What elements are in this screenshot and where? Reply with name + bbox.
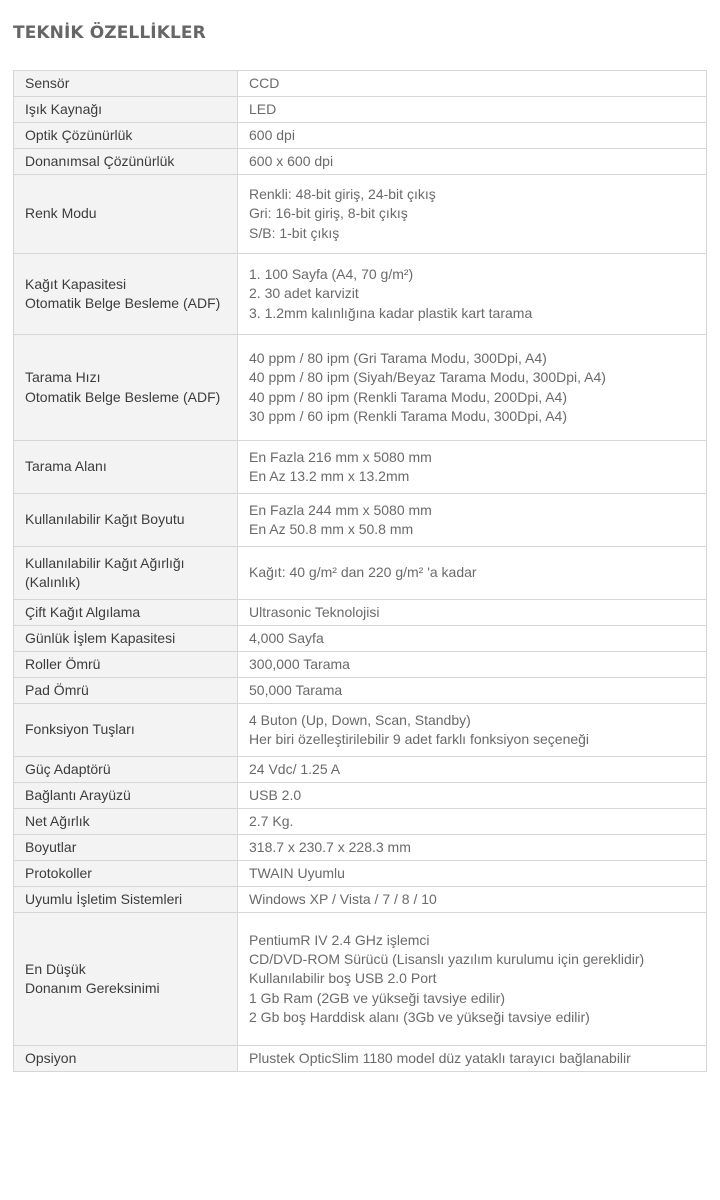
spec-label	[14, 652, 238, 678]
spec-value	[238, 835, 707, 861]
spec-row	[14, 1046, 707, 1072]
spec-row	[14, 97, 707, 123]
spec-value-line: 40 ppm / 80 ipm (Gri Tarama Modu, 300Dpi, A4)	[249, 350, 547, 367]
spec-label	[14, 600, 238, 626]
spec-value-line: S/B: 1-bit çıkış	[249, 224, 340, 241]
spec-row	[14, 626, 707, 652]
spec-value	[238, 1046, 707, 1072]
spec-value-line: 40 ppm / 80 ipm (Renkli Tarama Modu, 200Dpi, A4)	[249, 388, 568, 405]
spec-row	[14, 835, 707, 861]
spec-value	[238, 600, 707, 626]
spec-label	[14, 835, 238, 861]
spec-label	[14, 71, 238, 97]
spec-value-line: 24 Vdc/ 1.25 A	[249, 760, 341, 777]
spec-row	[14, 652, 707, 678]
spec-value-line: 40 ppm / 80 ipm (Siyah/Beyaz Tarama Modu, 300Dpi, A4)	[249, 369, 606, 386]
spec-row	[14, 809, 707, 835]
spec-value	[238, 71, 707, 97]
spec-value-line: 4 Buton (Up, Down, Scan, Standby)	[249, 711, 471, 728]
spec-label	[14, 254, 238, 335]
spec-table-body	[14, 71, 707, 1072]
spec-value-line: USB 2.0	[249, 786, 302, 803]
spec-label-line: Fonksiyon Tuşları	[25, 721, 135, 738]
spec-row	[14, 335, 707, 441]
spec-row	[14, 783, 707, 809]
spec-value	[238, 441, 707, 494]
spec-value	[238, 913, 707, 1046]
spec-value	[238, 123, 707, 149]
spec-label	[14, 1046, 238, 1072]
spec-row	[14, 123, 707, 149]
spec-label	[14, 809, 238, 835]
spec-value-line: 50,000 Tarama	[249, 681, 343, 698]
spec-table	[13, 70, 707, 1072]
spec-label-line: Sensör	[25, 74, 70, 91]
spec-value-line: CD/DVD-ROM Sürücü (Lisanslı yazılım kurulumu için gereklidir)	[249, 951, 645, 968]
spec-row	[14, 861, 707, 887]
spec-row	[14, 913, 707, 1046]
spec-row	[14, 254, 707, 335]
spec-row	[14, 175, 707, 254]
spec-value-line: 600 dpi	[249, 126, 295, 143]
spec-label-line: Protokoller	[25, 864, 92, 881]
spec-row	[14, 600, 707, 626]
spec-value	[238, 149, 707, 175]
spec-label	[14, 441, 238, 494]
spec-label-line: Opsiyon	[25, 1049, 77, 1066]
spec-label	[14, 678, 238, 704]
spec-value-line: 30 ppm / 60 ipm (Renkli Tarama Modu, 300Dpi, A4)	[249, 407, 568, 424]
spec-label	[14, 494, 238, 547]
spec-label-line: Işık Kaynağı	[25, 100, 103, 117]
spec-row	[14, 71, 707, 97]
spec-value-line: 318.7 x 230.7 x 228.3 mm	[249, 838, 411, 855]
spec-label-line: (Kalınlık)	[25, 574, 81, 590]
spec-value-line: Plustek OpticSlim 1180 model düz yataklı tarayıcı bağlanabilir	[249, 1049, 631, 1066]
spec-value	[238, 335, 707, 441]
spec-label-line: Pad Ömrü	[25, 681, 89, 698]
spec-value-line: TWAIN Uyumlu	[249, 864, 345, 881]
spec-label-line: Kağıt Kapasitesi	[25, 275, 127, 292]
spec-label-line: Otomatik Belge Besleme (ADF)	[25, 388, 221, 405]
spec-label-line: Boyutlar	[25, 838, 77, 855]
spec-label-line: Donanım Gereksinimi	[25, 980, 160, 996]
spec-value	[238, 254, 707, 335]
spec-value-line: Renkli: 48-bit giriş, 24-bit çıkış	[249, 186, 436, 203]
spec-label	[14, 123, 238, 149]
spec-label-line: Güç Adaptörü	[25, 760, 111, 777]
spec-value-line: 2.7 Kg.	[249, 812, 294, 829]
spec-value	[238, 97, 707, 123]
spec-label	[14, 913, 238, 1046]
spec-value-line: 4,000 Sayfa	[249, 629, 324, 646]
spec-row	[14, 757, 707, 783]
spec-row	[14, 149, 707, 175]
spec-label-line: En Düşük	[25, 960, 86, 977]
spec-value	[238, 887, 707, 913]
spec-label	[14, 97, 238, 123]
spec-value-line: 600 x 600 dpi	[249, 152, 334, 169]
spec-value	[238, 757, 707, 783]
spec-row	[14, 441, 707, 494]
spec-value-line: Her biri özelleştirilebilir 9 adet farklı fonksiyon seçeneği	[249, 731, 590, 747]
spec-value-line: 3. 1.2mm kalınlığına kadar plastik kart tarama	[249, 304, 533, 321]
spec-label-line: Günlük İşlem Kapasitesi	[25, 629, 176, 646]
spec-value	[238, 678, 707, 704]
spec-label-line: Otomatik Belge Besleme (ADF)	[25, 295, 221, 311]
spec-row	[14, 887, 707, 913]
spec-value-line: En Fazla 244 mm x 5080 mm	[249, 501, 432, 518]
spec-value-line: Kağıt: 40 g/m² dan 220 g/m² 'a kadar	[249, 564, 477, 581]
spec-label-line: Renk Modu	[25, 205, 97, 222]
spec-value-line: PentiumR IV 2.4 GHz işlemci	[249, 931, 430, 948]
spec-label	[14, 704, 238, 757]
page-title: TEKNİK ÖZELLİKLER	[13, 23, 206, 43]
spec-label	[14, 861, 238, 887]
spec-value	[238, 809, 707, 835]
spec-label-line: Tarama Alanı	[25, 458, 107, 475]
spec-row	[14, 704, 707, 757]
spec-label	[14, 335, 238, 441]
spec-label	[14, 175, 238, 254]
spec-value	[238, 626, 707, 652]
spec-value-line: Ultrasonic Teknolojisi	[249, 603, 380, 620]
spec-value	[238, 494, 707, 547]
spec-value-line: 1. 100 Sayfa (A4, 70 g/m²)	[249, 266, 414, 283]
spec-label-line: Çift Kağıt Algılama	[25, 603, 141, 620]
spec-value-line: Kullanılabilir boş USB 2.0 Port	[249, 970, 437, 987]
spec-value-line: En Az 50.8 mm x 50.8 mm	[249, 521, 414, 537]
spec-value-line: Windows XP / Vista / 7 / 8 / 10	[249, 890, 437, 907]
spec-row	[14, 494, 707, 547]
spec-value-line: En Fazla 216 mm x 5080 mm	[249, 448, 432, 465]
spec-label-line: Donanımsal Çözünürlük	[25, 152, 175, 169]
spec-label-line: Kullanılabilir Kağıt Ağırlığı	[25, 554, 185, 571]
spec-value-line: 1 Gb Ram (2GB ve yükseği tavsiye edilir)	[249, 989, 505, 1006]
spec-label-line: Tarama Hızı	[25, 369, 101, 386]
spec-label-line: Kullanılabilir Kağıt Boyutu	[25, 511, 185, 528]
spec-value-line: 2. 30 adet karvizit	[249, 285, 359, 302]
spec-value-line: 2 Gb boş Harddisk alanı (3Gb ve yükseği tavsiye edilir)	[249, 1008, 590, 1025]
spec-label	[14, 783, 238, 809]
spec-value-line: LED	[249, 100, 277, 117]
spec-value	[238, 861, 707, 887]
spec-value	[238, 652, 707, 678]
spec-label-line: Optik Çözünürlük	[25, 126, 133, 143]
spec-label-line: Uyumlu İşletim Sistemleri	[25, 890, 183, 907]
spec-value	[238, 547, 707, 600]
spec-value-line: 300,000 Tarama	[249, 655, 350, 672]
spec-label-line: Roller Ömrü	[25, 655, 101, 672]
spec-row	[14, 547, 707, 600]
spec-value	[238, 175, 707, 254]
spec-value	[238, 783, 707, 809]
spec-value	[238, 704, 707, 757]
spec-value-line: Gri: 16-bit giriş, 8-bit çıkış	[249, 205, 408, 222]
spec-label-line: Net Ağırlık	[25, 812, 90, 829]
spec-row	[14, 678, 707, 704]
spec-value-line: En Az 13.2 mm x 13.2mm	[249, 468, 410, 484]
spec-label-line: Bağlantı Arayüzü	[25, 786, 131, 803]
spec-label	[14, 547, 238, 600]
spec-label	[14, 626, 238, 652]
spec-label	[14, 887, 238, 913]
spec-label	[14, 757, 238, 783]
spec-label	[14, 149, 238, 175]
spec-value-line: CCD	[249, 74, 280, 91]
